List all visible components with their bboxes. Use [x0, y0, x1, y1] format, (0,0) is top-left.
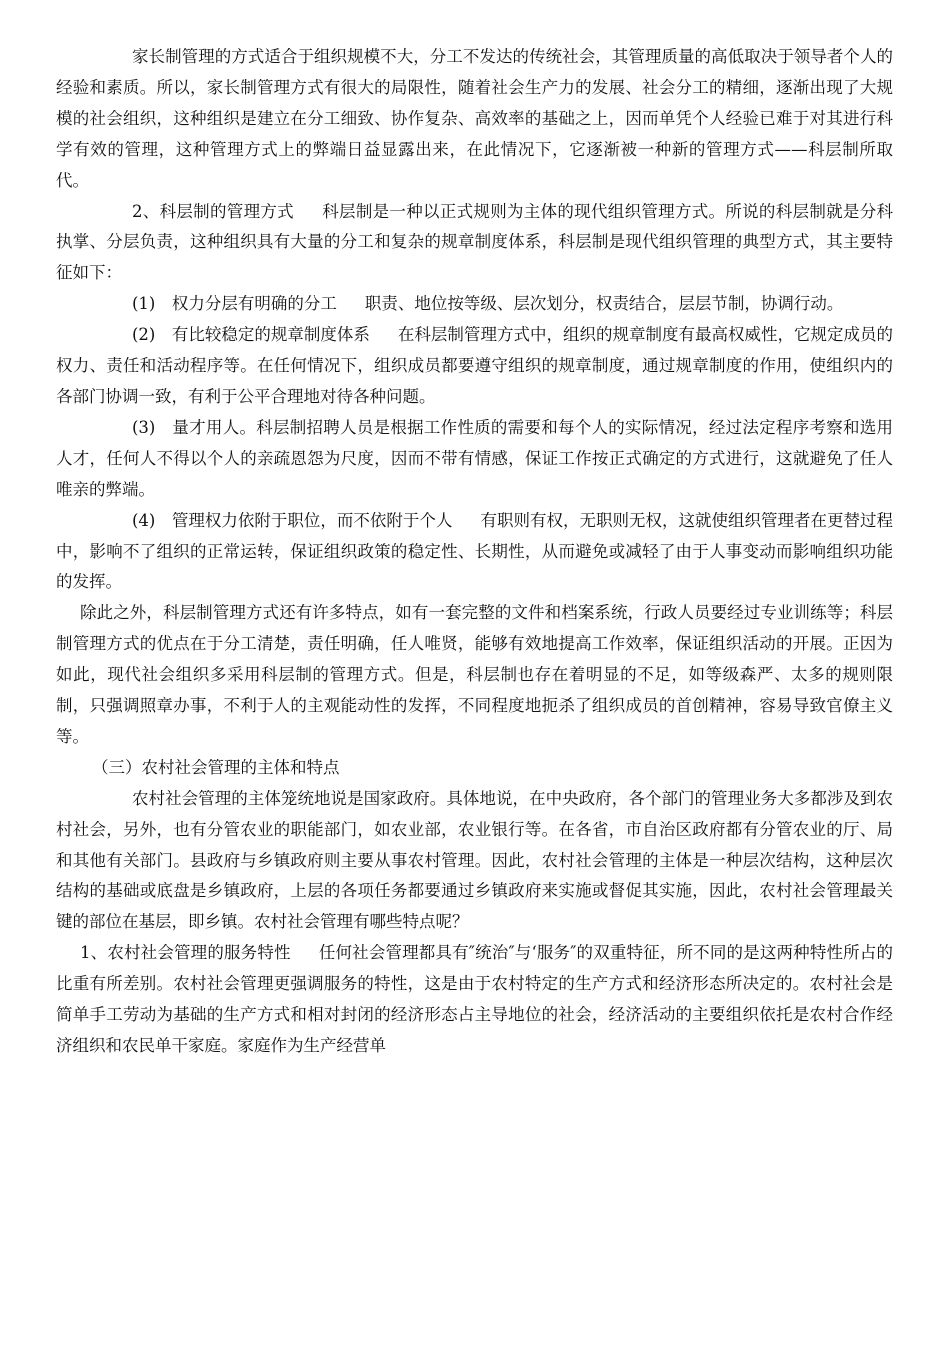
- paragraph-text: 科层制是一种以正式规则为主体的现代组织管理方式。所说的科层制就是分科执掌、分层负责，这种组织具有大量的分工和复杂的规章制度体系，科层制是现代组织管理的典型方式，其主要特征如下：: [56, 201, 893, 283]
- paragraph-text: 农村社会管理的主体笼统地说是国家政府。具体地说，在中央政府，各个部门的管理业务大多都涉及到农村社会，另外，也有分管农业的职能部门，如农业部，农业银行等。在各省，市自治区政府都有分管农业的厅、局和其他有关部门。县政府与乡镇政府则主要从事农村管理。因此，农村社会管理的主体是一种层次结构，这种层次结构的基础或底盘是乡镇政府，上层的各项任务都要通过乡镇政府来实施或督促其实施，因此，农村社会管理最关键的部位在基层，即乡镇。农村社会管理有哪些特点呢？: [56, 788, 893, 932]
- paragraph-patriarchal-management: [56, 42, 893, 197]
- paragraph-feature-3: [56, 413, 893, 506]
- section-title-text: （三）农村社会管理的主体和特点: [92, 757, 340, 777]
- paragraph-feature-2: [56, 320, 893, 413]
- paragraph-text: 除此之外，科层制管理方式还有许多特点，如有一套完整的文件和档案系统，行政人员要经过专业训练等；科层制管理方式的优点在于分工清楚，责任明确，任人唯贤，能够有效地提高工作效率，保证组织活动的开展。正因为如此，现代社会组织多采用科层制的管理方式。但是，科层制也存在着明显的不足，如等级森严、太多的规则限制，只强调照章办事，不利于人的主观能动性的发挥，不同程度地扼杀了组织成员的首创精神，容易导致官僚主义等。: [56, 603, 893, 746]
- section-title-rural-management: [56, 753, 893, 784]
- paragraph-feature-4: [56, 506, 893, 599]
- paragraph-feature-1: [56, 289, 893, 320]
- paragraph-text: 家长制管理的方式适合于组织规模不大，分工不发达的传统社会，其管理质量的高低取决于领导者个人的经验和素质。所以，家长制管理方式有很大的局限性，随着社会生产力的发展、社会分工的精细，逐渐出现了大规模的社会组织，这种组织是建立在分工细致、协作复杂、高效率的基础之上，因而单凭个人经验已难于对其进行科学有效的管理，这种管理方式上的弊端日益显露出来，在此情况下，它逐渐被一种新的管理方式——科层制所取代。: [56, 47, 893, 190]
- paragraph-text: 任何社会管理都具有″统治″与‘服务″的双重特征，所不同的是这两种特性所占的比重有所差别。农村社会管理更强调服务的特性，这是由于农村特定的生产方式和经济形态所决定的。农村社会是简单手工劳动为基础的生产方式和相对封闭的经济形态占主导地位的社会，经济活动的主要组织依托是农村合作经济组织和农民单干家庭。家庭作为生产经营单: [56, 943, 893, 1055]
- paragraph-bureaucracy-pros-cons: [56, 598, 893, 753]
- paragraph-text: 职责、地位按等级、层次划分，权责结合，层层节制，协调行动。: [364, 294, 844, 314]
- feature-heading: (4) 管理权力依附于职位，而不依附于个人: [132, 510, 453, 530]
- paragraph-text: (3) 量才用人。科层制招聘人员是根据工作性质的需要和每个人的实际情况，经过法定程序考察和选用人才，任何人不得以个人的亲疏恩怨为尺度，因而不带有情感，保证工作按正式确定的方式进行，这就避免了任人唯亲的弊端。: [56, 417, 893, 499]
- feature-heading: (1) 权力分层有明确的分工: [132, 294, 337, 314]
- paragraph-bureaucracy-intro: [56, 197, 893, 290]
- feature-heading: 1、农村社会管理的服务特性: [80, 943, 291, 963]
- paragraph-text: 在科层制管理方式中，组织的规章制度有最高权威性，它规定成员的权力、责任和活动程序等。在任何情况下，组织成员都要遵守组织的规章制度，通过规章制度的作用，使组织内的各部门协调一致，有利于公平合理地对待各种问题。: [56, 325, 894, 406]
- section-heading: 2、科层制的管理方式: [132, 201, 294, 221]
- paragraph-text: 有职则有权，无职则无权，这就使组织管理者在更替过程中，影响不了组织的正常运转，保证组织政策的稳定性、长期性，从而避免或减轻了由于人事变动而影响组织功能的发挥。: [56, 510, 894, 592]
- paragraph-rural-management-subject: [56, 784, 893, 939]
- paragraph-rural-service-feature: [56, 938, 893, 1062]
- feature-heading: (2) 有比较稳定的规章制度体系: [132, 325, 370, 345]
